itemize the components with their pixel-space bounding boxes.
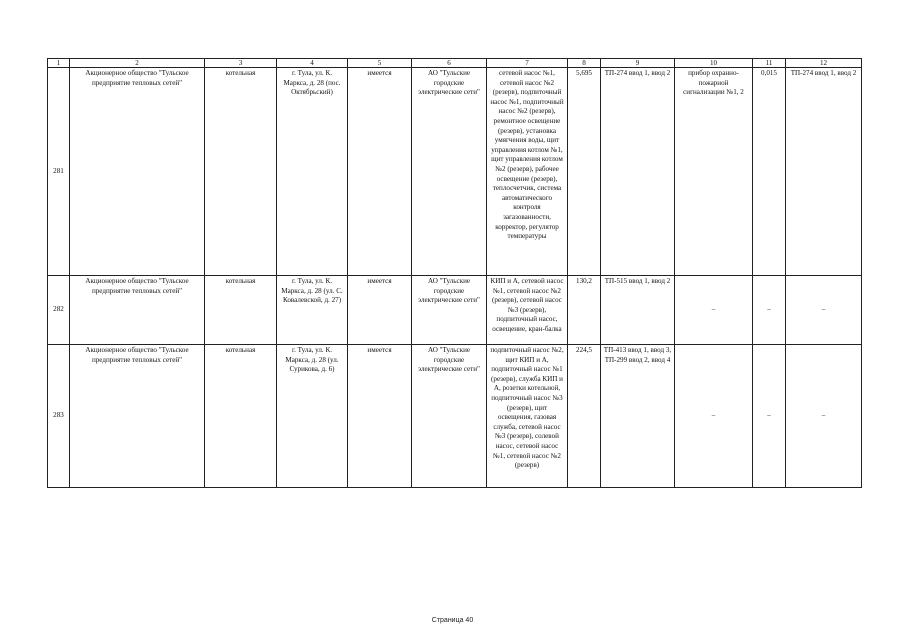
address-cell: г. Тула, ул. К. Маркса, д. 28 (пос. Октябрьский) (277, 68, 348, 276)
status-cell: имеется (348, 68, 412, 276)
alarm-source-cell: ТП-274 ввод 1, ввод 2 (786, 68, 862, 276)
column-header: 7 (487, 59, 568, 68)
page-number-footer: Страница 40 (431, 617, 474, 624)
network-org-cell: АО "Тульские городские электрические сети" (412, 68, 487, 276)
organization-cell: Акционерное общество "Тульское предприятие тепловых сетей" (70, 345, 205, 488)
organization-cell: Акционерное общество "Тульское предприятие тепловых сетей" (70, 276, 205, 345)
alarm-device-cell: прибор охранно-пожарной сигнализации №1, 2 (675, 68, 753, 276)
alarm-power-cell: – (753, 345, 786, 488)
facility-type-cell: котельная (205, 68, 277, 276)
network-org-cell: АО "Тульские городские электрические сети" (412, 345, 487, 488)
alarm-power-cell: 0,015 (753, 68, 786, 276)
power-cell: 130,2 (568, 276, 601, 345)
column-header: 6 (412, 59, 487, 68)
data-table (47, 58, 862, 488)
table-row (48, 345, 862, 488)
column-header: 12 (786, 59, 862, 68)
alarm-device-cell: – (675, 345, 753, 488)
column-header: 2 (70, 59, 205, 68)
power-cell: 224,5 (568, 345, 601, 488)
column-header: 11 (753, 59, 786, 68)
row-number: 283 (48, 345, 70, 488)
power-cell: 5,695 (568, 68, 601, 276)
equipment-cell: КИП и А, сетевой насос №1, сетевой насос №2 (резерв), сетевой насос №3 (резерв), подпиточный насос, освещение, кран-балка (487, 276, 568, 345)
table-row (48, 68, 862, 276)
power-source-cell: ТП-413 ввод 1, ввод 3, ТП-299 ввод 2, ввод 4 (601, 345, 675, 488)
facility-type-cell: котельная (205, 345, 277, 488)
power-source-cell: ТП-515 ввод 1, ввод 2 (601, 276, 675, 345)
column-header: 5 (348, 59, 412, 68)
table-row (48, 276, 862, 345)
column-header: 9 (601, 59, 675, 68)
status-cell: имеется (348, 276, 412, 345)
address-cell: г. Тула, ул. К. Маркса, д. 28 (ул. Сурикова, д. 6) (277, 345, 348, 488)
facility-type-cell: котельная (205, 276, 277, 345)
column-header: 1 (48, 59, 70, 68)
equipment-cell: подпиточный насос №2, щит КИП и А, подпиточный насос №1 (резерв), служба КИП и А, розетки котельной, подпиточный насос №3 (резерв), щит освещения, газовая служба, сетевой насос №3 (резерв), солевой насос, сетевой насос №1, сетевой насос №2 (резерв) (487, 345, 568, 488)
power-source-cell: ТП-274 ввод 1, ввод 2 (601, 68, 675, 276)
alarm-device-cell: – (675, 276, 753, 345)
row-number: 282 (48, 276, 70, 345)
organization-cell: Акционерное общество "Тульское предприятие тепловых сетей" (70, 68, 205, 276)
column-number-header-row (48, 59, 862, 68)
status-cell: имеется (348, 345, 412, 488)
row-number: 281 (48, 68, 70, 276)
alarm-source-cell: – (786, 345, 862, 488)
alarm-power-cell: – (753, 276, 786, 345)
column-header: 8 (568, 59, 601, 68)
address-cell: г. Тула, ул. К. Маркса, д. 28 (ул. С. Ковалевской, д. 27) (277, 276, 348, 345)
alarm-source-cell: – (786, 276, 862, 345)
column-header: 3 (205, 59, 277, 68)
column-header: 4 (277, 59, 348, 68)
equipment-cell: сетевой насос №1, сетевой насос №2 (резерв), подпиточный насос №1, подпиточный насос №2 (резерв), ремонтное освещение (резерв), установка умягчения воды, щит управления котлом №1, щит управления котлом №2 (резерв), рабочее освещение (резерв), теплосчетчик, система автоматического контроля загазованности, корректор, регулятор температуры (487, 68, 568, 276)
network-org-cell: АО "Тульские городские электрические сети" (412, 276, 487, 345)
column-header: 10 (675, 59, 753, 68)
